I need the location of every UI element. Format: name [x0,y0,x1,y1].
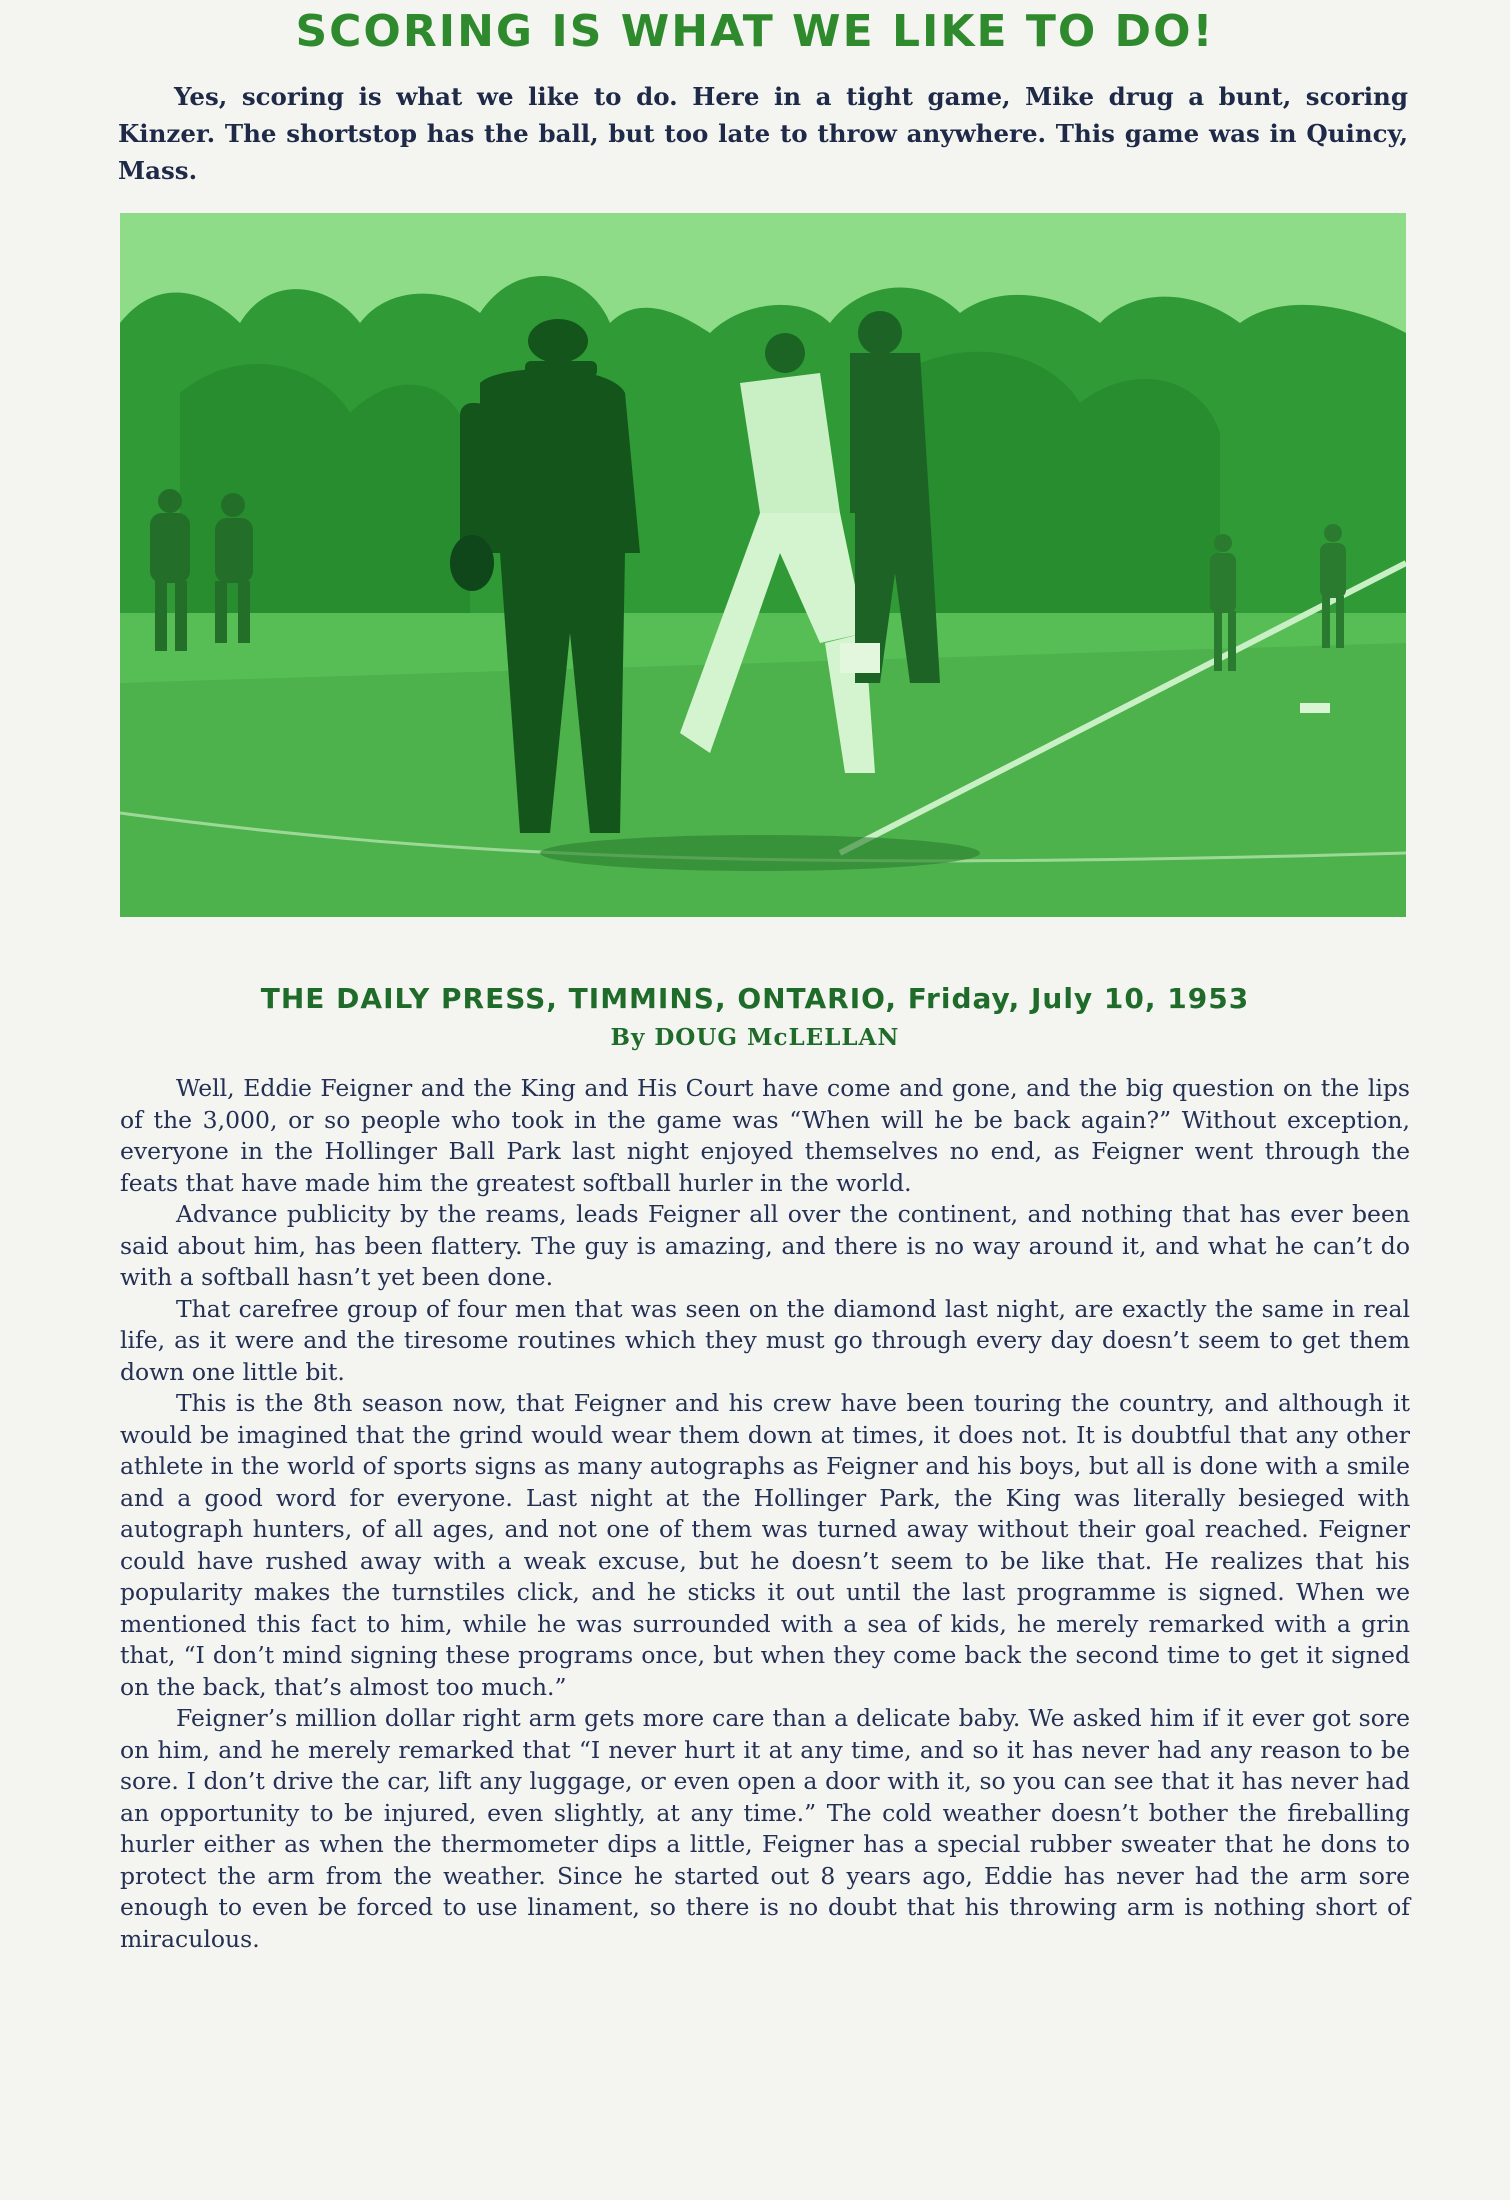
article-paragraph: Feigner’s million dollar right arm gets more care than a delicate baby. We asked him if it ever got sore on him, and he merely remarked that “I never hurt it at any time, and so it has never had any reason to be sore. I don’t drive the car, lift any luggage, or even open a door with it, so you can see that it has never had an opportunity to be injured, even slightly, at any time.” The cold weather doesn’t bother the fireballing hurler either as when the thermometer dips a little, Feigner has a special rubber sweater that he dons to protect the arm from the weather. Since he started out 8 years ago, Eddie has never had the arm sore enough to even be forced to use linament, so there is no doubt that his throwing arm is nothing short of miraculous. [120,1704,1410,1953]
photo-caption: Yes, scoring is what we like to do. Here in a tight game, Mike drug a bunt, scoring Kinzer. The shortstop has the ball, but too late to throw anywhere. This game was in Quincy, Mass. [118,82,1408,185]
article-paragraph: That carefree group of four men that was seen on the diamond last night, are exactly the same in real life, as it were and the tiresome routines which they must go through every day doesn’t seem to get them down one little bit. [120,1294,1410,1386]
base [1300,703,1330,713]
article-paragraph: Well, Eddie Feigner and the King and His Court have come and gone, and the big question on the lips of the 3,000, or so people who took in the game was “When will he be back again?” Without exception, everyone in the Hollinger Ball Park last night enjoyed themselves no end, as Feigner went through the feats that have made him the greatest softball hurler in the world. [120,1074,1410,1197]
photo-illustration [120,213,1406,917]
article-paragraph: This is the 8th season now, that Feigner and his crew have been touring the country, and although it would be imagined that the grind would wear them down at times, it does not. It is doubtful that any other athlete in the world of sports signs as many autographs as Feigner and his boys, but all is done with a smile and a good word for everyone. Last night at the Hollinger Park, the King was literally besieged with autograph hunters, of all ages, and not one of them was turned away without their goal reached. Feigner could have rushed away with a weak excuse, but he doesn’t seem to be like that. He realizes that his popularity makes the turnstiles click, and he sticks it out until the last programme is signed. When we mentioned this fact to him, while he was surrounded with a sea of kids, he merely remarked with a grin that, “I don’t mind signing these programs once, but when they come back the second time to get it signed on the back, that’s almost too much.” [120,1389,1410,1701]
page-headline: SCORING IS WHAT WE LIKE TO DO! [295,6,1215,57]
baseball-game-photo [120,213,1406,917]
article-paragraph: Advance publicity by the reams, leads Feigner all over the continent, and nothing that has ever been said about him, has been flattery. The guy is amazing, and there is no way around it, and what he can’t do with a softball hasn’t yet been done. [120,1200,1410,1291]
article-source: THE DAILY PRESS, TIMMINS, ONTARIO, Friday, July 10, 1953 [260,982,1250,1015]
article-body [120,1073,1410,1955]
article-byline: By DOUG McLELLAN [610,1024,900,1051]
